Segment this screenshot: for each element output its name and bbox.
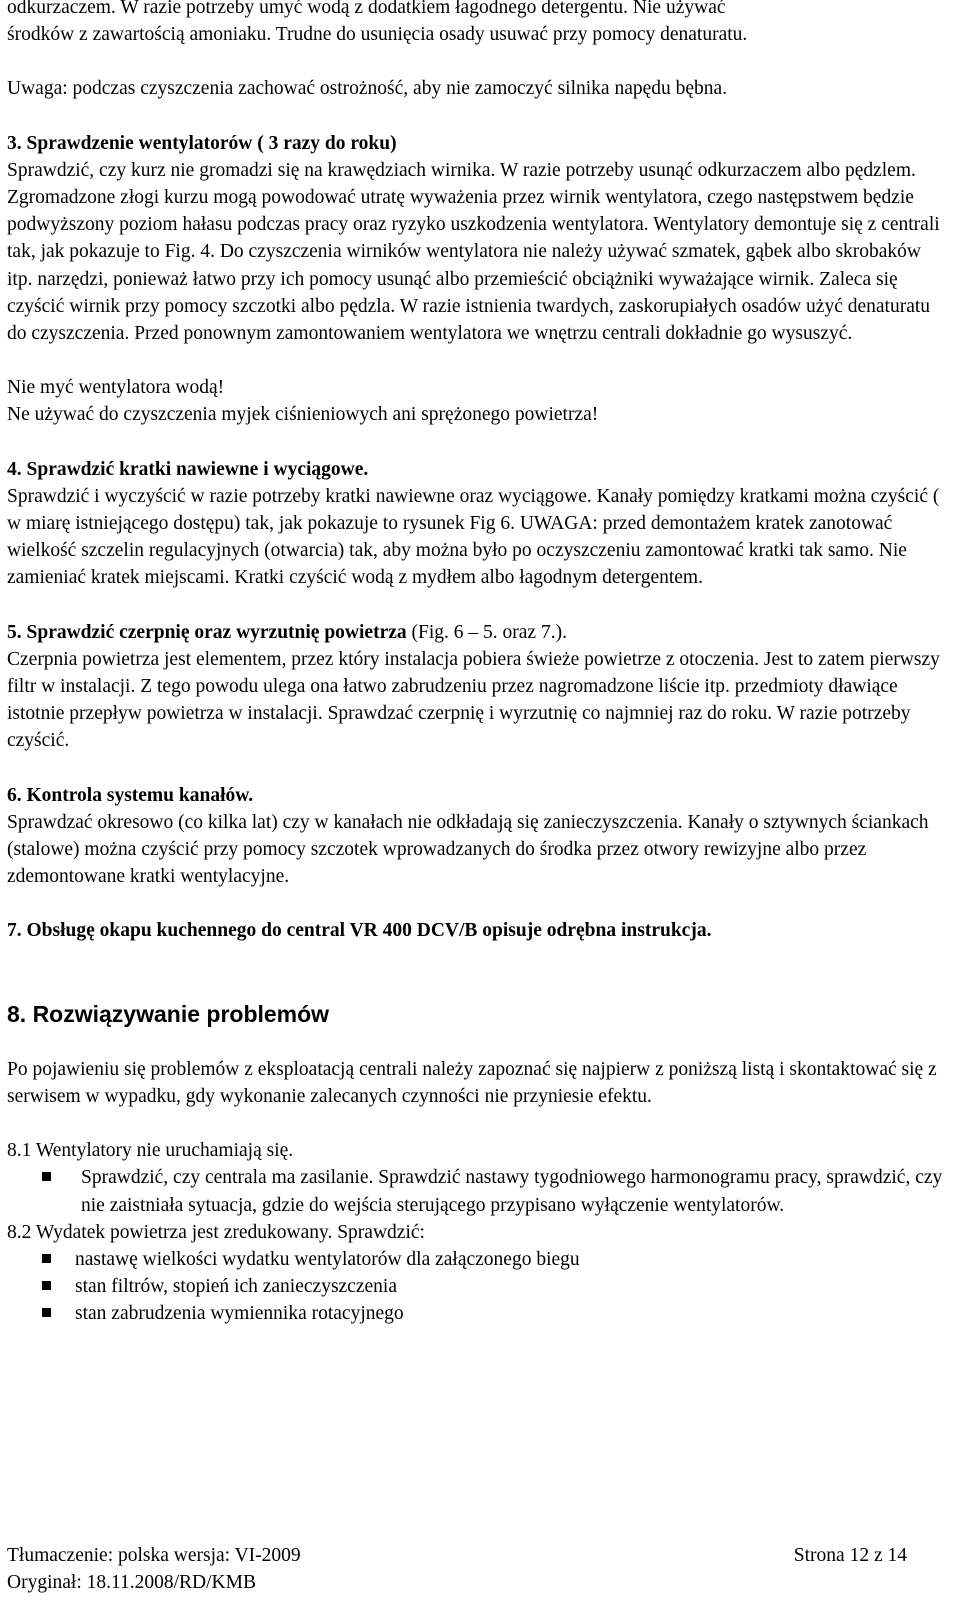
footer-translation: Tłumaczenie: polska wersja: VI-2009 [7, 1545, 301, 1566]
bullet-square-icon [42, 1254, 51, 1263]
list-item [7, 1300, 947, 1327]
section-5-body: Czerpnia powietrza jest elementem, przez który instalacja pobiera świeże powietrze z otoczenia. Jest to zatem pierwszy filtr w instalacji. Z tego powodu ulega ona łatwo zabrudzeniu przez nagromadzone liście itp. przedmioty dławiące istotnie przepływ powietrza w instalacji. Sprawdzać czerpnię i wyrzutnię co najmniej raz do roku. W razie potrzeby czyścić. [7, 648, 940, 752]
section-6-title: 6. Kontrola systemu kanałów. [7, 784, 254, 806]
list-item [7, 1273, 947, 1300]
section-3-title: 3. Sprawdzenie wentylatorów ( 3 razy do roku) [7, 132, 397, 154]
section-4-body: Sprawdzić i wyczyścić w razie potrzeby kratki nawiewne oraz wyciągowe. Kanały pomiędzy kratkami można czyścić ( w miarę istniejącego dostępu) tak, jak pokazuje to rysunek Fig 6. UWAGA: przed demontażem kratek zanotować wielkość szczelin regulacyjnych (otwarcia) tak, aby można było po oczyszczeniu zamontować kratki tak samo. Nie zamieniać kratek miejscami. Kratki czyścić wodą z mydłem albo łagodnym detergentem. [7, 485, 940, 589]
document-page [7, 0, 947, 1328]
warning-note: Uwaga: podczas czyszczenia zachować ostrożność, aby nie zamoczyć silnika napędu bębna. [7, 78, 728, 100]
section-6-body: Sprawdzać okresowo (co kilka lat) czy w kanałach nie odkładają się zanieczyszczenia. Kanały o sztywnych ściankach (stalowe) można czyścić przy pomocy szczotek wprowadzanych do środka przez otwory rewizyjne albo przez zdemontowane kratki wentylacyjne. [7, 811, 929, 888]
section-8-heading: 8. Rozwiązywanie problemów [7, 1000, 330, 1027]
section-3-body: Sprawdzić, czy kurz nie gromadzi się na krawędziach wirnika. W razie potrzeby usunąć odkurzaczem albo pędzlem. Zgromadzone złogi kurzu mogą powodować utratę wyważenia przez wirnik wentylatora, czego następstwem będzie podwyższony poziom hałasu podczas pracy oraz ryzyko uszkodzenia wentylatora. Wentylatory demontuje się z centrali tak, jak pokazuje to Fig. 4. Do czyszczenia wirników wentylatora nie należy używać szmatek, gąbek albo skrobaków itp. narzędzi, ponieważ łatwo przy ich pomocy usunąć albo przemieścić obciążniki wyważające wirnik. Zaleca się czyścić wirnik przy pomocy szczotki albo pędzla. W razie istnienia twardych, zaskorupiałych osadów użyć denaturatu do czyszczenia. Przed ponownym zamontowaniem wentylatora we wnętrzu centrali dokładnie go wysuszyć. [7, 159, 940, 345]
list-item-text: stan zabrudzenia wymiennika rotacyjnego [75, 1303, 404, 1325]
text-line: odkurzaczem. W razie potrzeby umyć wodą z dodatkiem łagodnego detergentu. Nie używać [7, 0, 726, 18]
bullet-square-icon [42, 1308, 51, 1317]
footer-page-number: Strona 12 z 14 [793, 1545, 907, 1566]
subsection-8-1-list [7, 1164, 947, 1218]
footer-original: Oryginał: 18.11.2008/RD/KMB [7, 1572, 256, 1594]
section-8-intro: Po pojawieniu się problemów z eksploatacją centrali należy zapoznać się najpierw z poniższą listą i skontaktować się z serwisem w wypadku, gdy wykonanie zalecanych czynności nie przyniesie efektu. [7, 1058, 937, 1107]
list-item-text: nastawę wielkości wydatku wentylatorów dla załączonego biegu [75, 1248, 580, 1270]
subsection-8-1: 8.1 Wentylatory nie uruchamiają się. [7, 1140, 294, 1162]
section-5-figure-ref: (Fig. 6 – 5. oraz 7.). [406, 621, 567, 643]
bullet-square-icon [42, 1172, 51, 1181]
section-7-title: 7. Obsługę okapu kuchennego do central VR 400 DCV/B opisuje odrębna instrukcja. [7, 920, 712, 942]
list-item-text: Sprawdzić, czy centrala ma zasilanie. Sprawdzić nastawy tygodniowego harmonogramu pracy, sprawdzić, czy nie zaistniała sytuacja, gdzie do wejścia sterującego przypisano wyłączenie wentylatorów. [81, 1167, 943, 1216]
text-line: środków z zawartością amoniaku. Trudne do usunięcia osady usuwać przy pomocy denaturatu. [7, 24, 748, 46]
list-item [7, 1164, 947, 1218]
section-3-warning: Ne używać do czyszczenia myjek ciśnieniowych ani sprężonego powietrza! [7, 404, 599, 426]
subsection-8-2: 8.2 Wydatek powietrza jest zredukowany. Sprawdzić: [7, 1221, 425, 1243]
section-4-title: 4. Sprawdzić kratki nawiewne i wyciągowe. [7, 458, 369, 480]
list-item-text: stan filtrów, stopień ich zanieczyszczenia [75, 1276, 397, 1298]
page-footer [7, 1542, 907, 1596]
section-5-title: 5. Sprawdzić czerpnię oraz wyrzutnię powietrza [7, 621, 407, 643]
subsection-8-2-list [7, 1246, 947, 1328]
list-item [7, 1246, 947, 1273]
bullet-square-icon [42, 1281, 51, 1290]
section-3-warning: Nie myć wentylatora wodą! [7, 377, 225, 399]
section-5-title-line [7, 619, 947, 646]
